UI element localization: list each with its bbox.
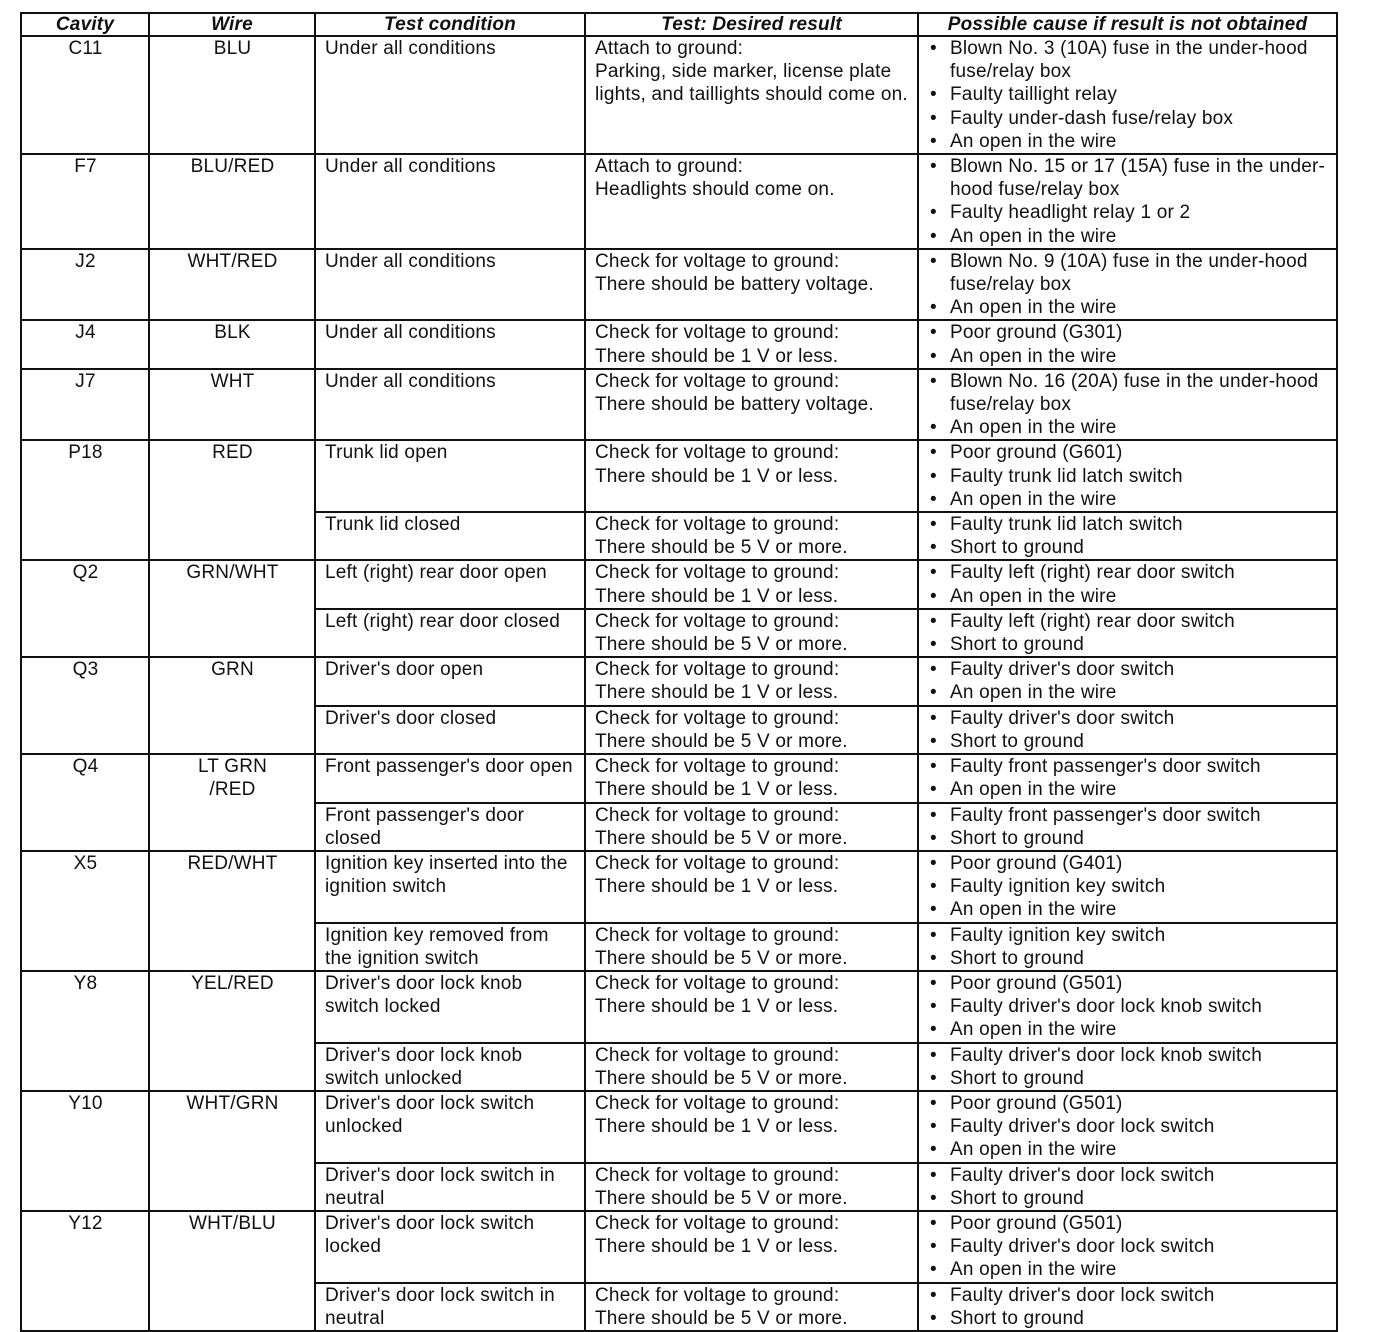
cause-item: • Faulty driver's door lock switch [926,1284,1330,1307]
cause-item: • Faulty headlight relay 1 or 2 [926,201,1330,224]
cavity-cell: X5 [21,851,149,971]
cavity-cell: Y10 [21,1091,149,1211]
cause-item: • Faulty driver's door switch [926,658,1330,681]
cause-item: • Blown No. 3 (10A) fuse in the under-hood fuse/relay box [926,37,1330,83]
cause-item: • Faulty left (right) rear door switch [926,610,1330,633]
cause-list [926,1284,1330,1330]
test-condition-cell: Under all conditions [315,320,585,368]
desired-result-cell: Check for voltage to ground: There should be 1 V or less. [585,851,918,923]
test-condition-cell: Left (right) rear door open [315,560,585,608]
cause-item: • Poor ground (G601) [926,441,1330,464]
wire-cell: BLU [149,36,315,154]
desired-result-cell: Check for voltage to ground: There should be 5 V or more. [585,803,918,851]
wire-cell: YEL/RED [149,971,315,1091]
cause-item: • Faulty driver's door lock switch [926,1164,1330,1187]
cause-item: • Short to ground [926,947,1330,970]
cause-list [926,804,1330,850]
cause-list [926,924,1330,970]
test-condition-cell: Under all conditions [315,36,585,154]
wire-cell: WHT/RED [149,249,315,321]
cause-item: • Poor ground (G501) [926,1212,1330,1235]
possible-cause-cell [918,249,1337,321]
cavity-cell: Q3 [21,657,149,754]
cause-item: • Short to ground [926,1067,1330,1090]
table-row [21,320,1337,368]
desired-result-cell: Check for voltage to ground: There should be 1 V or less. [585,971,918,1043]
test-condition-cell: Left (right) rear door closed [315,609,585,657]
cause-item: • Poor ground (G501) [926,972,1330,995]
cause-item: • Faulty driver's door lock switch [926,1115,1330,1138]
possible-cause-cell [918,560,1337,608]
cause-item: • An open in the wire [926,1138,1330,1161]
cause-list [926,1164,1330,1210]
possible-cause-cell [918,851,1337,923]
possible-cause-cell [918,754,1337,802]
desired-result-cell: Check for voltage to ground: There should be 1 V or less. [585,754,918,802]
test-condition-cell: Driver's door lock switch in neutral [315,1283,585,1331]
cause-item: • An open in the wire [926,1018,1330,1041]
cause-item: • Faulty taillight relay [926,83,1330,106]
desired-result-cell: Check for voltage to ground: There should be 5 V or more. [585,1043,918,1091]
test-condition-cell: Trunk lid closed [315,512,585,560]
test-condition-cell: Driver's door closed [315,706,585,754]
cause-list [926,37,1330,153]
possible-cause-cell [918,36,1337,154]
possible-cause-cell [918,1211,1337,1283]
test-condition-cell: Ignition key removed from the ignition switch [315,923,585,971]
header-desired-result: Test: Desired result [585,13,918,36]
cause-item: • Blown No. 15 or 17 (15A) fuse in the under-hood fuse/relay box [926,155,1330,201]
cause-item: • Faulty trunk lid latch switch [926,513,1330,536]
cavity-cell: Q4 [21,754,149,851]
cause-item: • Faulty under-dash fuse/relay box [926,107,1330,130]
cause-item: • Poor ground (G301) [926,321,1330,344]
cavity-cell: J7 [21,369,149,441]
cause-item: • Short to ground [926,730,1330,753]
cause-item: • An open in the wire [926,898,1330,921]
possible-cause-cell [918,1043,1337,1091]
header-test-condition: Test condition [315,13,585,36]
desired-result-cell: Check for voltage to ground: There should be 1 V or less. [585,657,918,705]
wire-cell: WHT/GRN [149,1091,315,1211]
wire-cell: BLK [149,320,315,368]
test-condition-cell: Driver's door lock knob switch locked [315,971,585,1043]
cause-item: • An open in the wire [926,225,1330,248]
cause-list [926,972,1330,1042]
desired-result-cell: Check for voltage to ground: There should be 5 V or more. [585,609,918,657]
cause-item: • Faulty trunk lid latch switch [926,465,1330,488]
wire-cell: RED/WHT [149,851,315,971]
test-condition-cell: Trunk lid open [315,440,585,512]
test-condition-cell: Under all conditions [315,154,585,249]
cause-list [926,852,1330,922]
cause-list [926,1212,1330,1282]
cause-item: • An open in the wire [926,345,1330,368]
cause-item: • Blown No. 16 (20A) fuse in the under-hood fuse/relay box [926,370,1330,416]
cause-item: • Faulty driver's door lock knob switch [926,1044,1330,1067]
table-row [21,440,1337,512]
desired-result-cell: Check for voltage to ground: There should be 5 V or more. [585,512,918,560]
cause-list [926,755,1330,801]
cavity-cell: Y8 [21,971,149,1091]
cause-item: • An open in the wire [926,130,1330,153]
desired-result-cell: Attach to ground: Parking, side marker, license plate lights, and taillights should come on. [585,36,918,154]
desired-result-cell: Check for voltage to ground: There should be 5 V or more. [585,923,918,971]
table-row [21,754,1337,802]
wire-cell: GRN/WHT [149,560,315,657]
cause-list [926,155,1330,248]
cavity-cell: Y12 [21,1211,149,1331]
possible-cause-cell [918,320,1337,368]
wire-cell: LT GRN /RED [149,754,315,851]
cause-list [926,250,1330,320]
cause-list [926,610,1330,656]
table-row [21,560,1337,608]
table-row [21,851,1337,923]
table-row [21,1091,1337,1163]
possible-cause-cell [918,440,1337,512]
wire-cell: WHT/BLU [149,1211,315,1331]
wire-cell: BLU/RED [149,154,315,249]
cause-item: • Faulty front passenger's door switch [926,804,1330,827]
possible-cause-cell [918,369,1337,441]
cavity-cell: F7 [21,154,149,249]
cause-list [926,441,1330,511]
cause-item: • Poor ground (G501) [926,1092,1330,1115]
cause-item: • Faulty driver's door lock knob switch [926,995,1330,1018]
possible-cause-cell [918,803,1337,851]
table-row [21,657,1337,705]
test-condition-cell: Under all conditions [315,249,585,321]
cause-list [926,707,1330,753]
desired-result-cell: Check for voltage to ground: There should be 1 V or less. [585,440,918,512]
desired-result-cell: Check for voltage to ground: There should be battery voltage. [585,369,918,441]
table-body [21,36,1337,1331]
test-condition-cell: Driver's door open [315,657,585,705]
table-header [21,13,1337,36]
desired-result-cell: Check for voltage to ground: There should be 1 V or less. [585,320,918,368]
cause-list [926,1092,1330,1162]
table-row [21,971,1337,1043]
cause-item: • Faulty driver's door lock switch [926,1235,1330,1258]
table-row [21,1211,1337,1283]
troubleshooting-table-page [20,12,1336,1332]
desired-result-cell: Check for voltage to ground: There should be 5 V or more. [585,1283,918,1331]
cause-item: • Short to ground [926,1187,1330,1210]
table-row [21,249,1337,321]
table-row [21,36,1337,154]
possible-cause-cell [918,1163,1337,1211]
header-possible-cause: Possible cause if result is not obtained [918,13,1337,36]
cause-item: • Faulty front passenger's door switch [926,755,1330,778]
cause-item: • Short to ground [926,633,1330,656]
possible-cause-cell [918,971,1337,1043]
wire-cell: RED [149,440,315,560]
cause-item: • Faulty driver's door switch [926,707,1330,730]
header-row [21,13,1337,36]
cavity-cell: C11 [21,36,149,154]
desired-result-cell: Attach to ground: Headlights should come on. [585,154,918,249]
test-condition-cell: Ignition key inserted into the ignition switch [315,851,585,923]
desired-result-cell: Check for voltage to ground: There should be 5 V or more. [585,706,918,754]
possible-cause-cell [918,706,1337,754]
header-cavity: Cavity [21,13,149,36]
test-condition-cell: Under all conditions [315,369,585,441]
cause-item: • An open in the wire [926,681,1330,704]
cause-item: • An open in the wire [926,488,1330,511]
desired-result-cell: Check for voltage to ground: There should be 1 V or less. [585,1211,918,1283]
cavity-cell: J4 [21,320,149,368]
possible-cause-cell [918,923,1337,971]
cause-item: • Short to ground [926,1307,1330,1330]
test-condition-cell: Driver's door lock switch in neutral [315,1163,585,1211]
cause-item: • An open in the wire [926,778,1330,801]
possible-cause-cell [918,154,1337,249]
desired-result-cell: Check for voltage to ground: There should be 1 V or less. [585,1091,918,1163]
desired-result-cell: Check for voltage to ground: There should be 5 V or more. [585,1163,918,1211]
possible-cause-cell [918,657,1337,705]
possible-cause-cell [918,1091,1337,1163]
cause-item: • Faulty ignition key switch [926,924,1330,947]
cause-item: • An open in the wire [926,585,1330,608]
table-row [21,154,1337,249]
cause-item: • Poor ground (G401) [926,852,1330,875]
cause-list [926,370,1330,440]
cause-item: • Short to ground [926,536,1330,559]
test-condition-cell: Driver's door lock switch locked [315,1211,585,1283]
cause-item: • An open in the wire [926,416,1330,439]
cavity-test-table [20,12,1338,1332]
test-condition-cell: Driver's door lock switch unlocked [315,1091,585,1163]
desired-result-cell: Check for voltage to ground: There should be battery voltage. [585,249,918,321]
cause-list [926,321,1330,367]
cause-item: • Faulty left (right) rear door switch [926,561,1330,584]
cause-list [926,513,1330,559]
wire-cell: GRN [149,657,315,754]
cavity-cell: P18 [21,440,149,560]
possible-cause-cell [918,1283,1337,1331]
test-condition-cell: Driver's door lock knob switch unlocked [315,1043,585,1091]
possible-cause-cell [918,609,1337,657]
cavity-cell: Q2 [21,560,149,657]
cause-item: • An open in the wire [926,296,1330,319]
test-condition-cell: Front passenger's door closed [315,803,585,851]
cause-item: • Blown No. 9 (10A) fuse in the under-hood fuse/relay box [926,250,1330,296]
cause-list [926,1044,1330,1090]
test-condition-cell: Front passenger's door open [315,754,585,802]
cause-list [926,658,1330,704]
header-wire: Wire [149,13,315,36]
cause-item: • Faulty ignition key switch [926,875,1330,898]
cause-item: • Short to ground [926,827,1330,850]
cavity-cell: J2 [21,249,149,321]
wire-cell: WHT [149,369,315,441]
table-row [21,369,1337,441]
possible-cause-cell [918,512,1337,560]
cause-item: • An open in the wire [926,1258,1330,1281]
cause-list [926,561,1330,607]
desired-result-cell: Check for voltage to ground: There should be 1 V or less. [585,560,918,608]
